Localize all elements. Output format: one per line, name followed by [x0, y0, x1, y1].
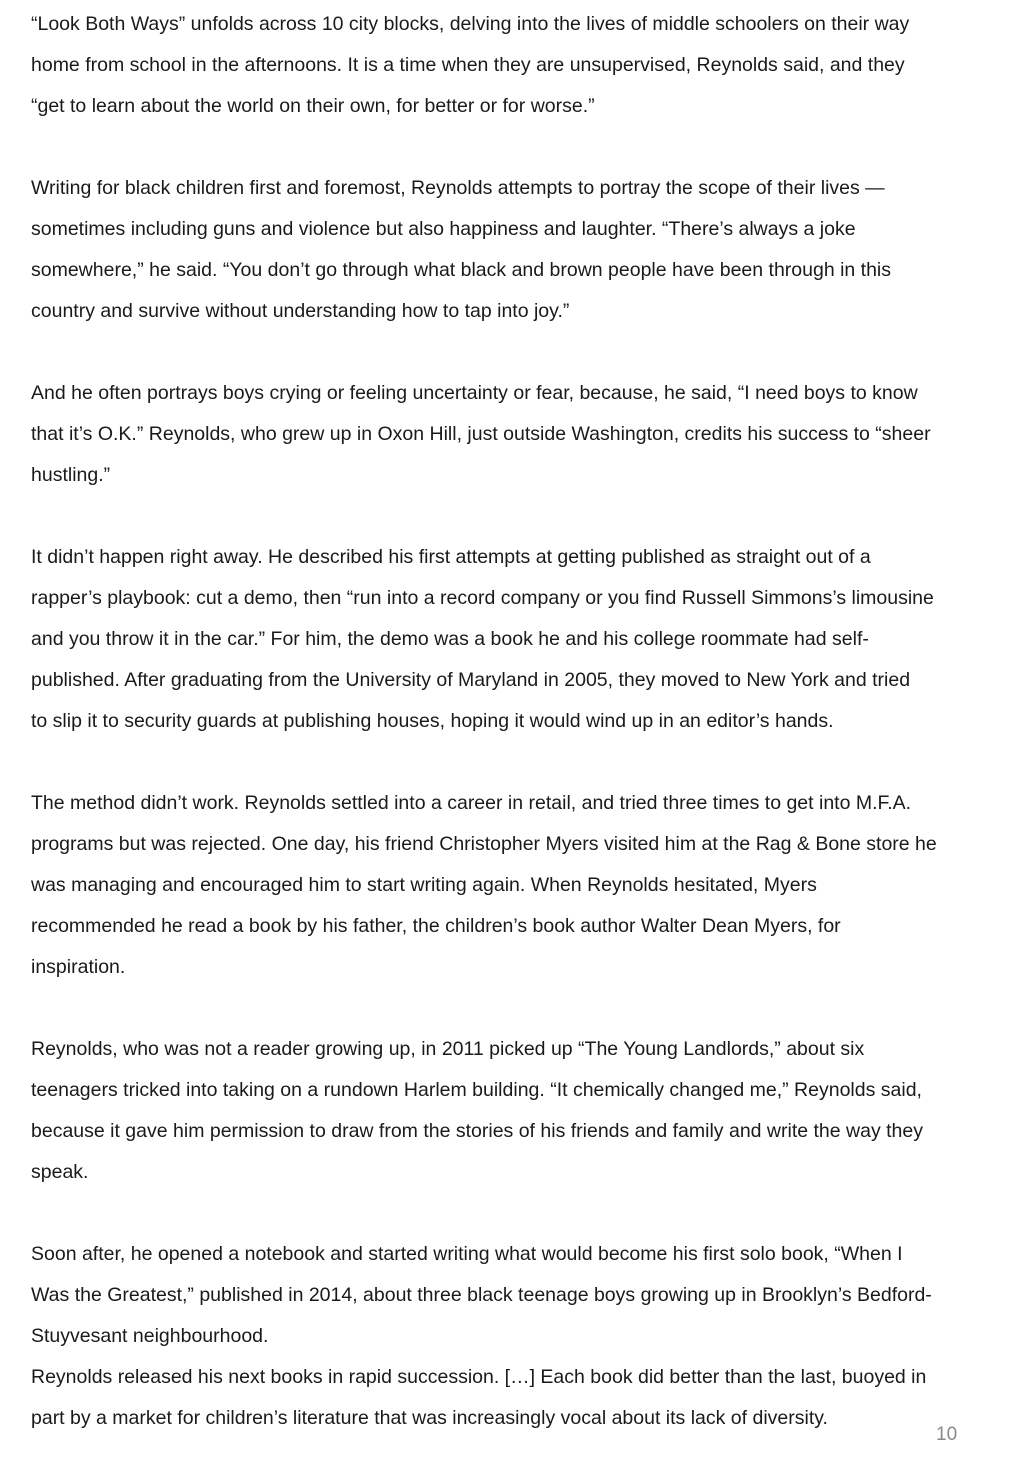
text-line: recommended he read a book by his father, the children’s book author Walter Dean Myers, for — [31, 915, 841, 937]
text-line: that it’s O.K.” Reynolds, who grew up in Oxon Hill, just outside Washington, credits his success to “sheer — [31, 423, 931, 445]
text-line: home from school in the afternoons. It is a time when they are unsupervised, Reynolds said, and they — [31, 54, 905, 76]
paragraph-young-landlords — [31, 1029, 1006, 1193]
text-line: programs but was rejected. One day, his friend Christopher Myers visited him at the Rag & Bone store he — [31, 833, 937, 855]
page-number: 10 — [936, 1424, 958, 1445]
paragraph-first-attempts — [31, 537, 1006, 742]
paragraph-first-solo-book — [31, 1234, 1006, 1357]
text-line: speak. — [31, 1161, 89, 1183]
text-line: Stuyvesant neighbourhood. — [31, 1325, 269, 1347]
text-line: Writing for black children first and foremost, Reynolds attempts to portray the scope of their lives — — [31, 177, 885, 199]
text-line: and you throw it in the car.” For him, the demo was a book he and his college roommate had self- — [31, 628, 869, 650]
paragraph-rapid-succession — [31, 1357, 1006, 1439]
text-line: hustling.” — [31, 464, 111, 486]
text-line: Reynolds released his next books in rapid succession. […] Each book did better than the last, buoyed in — [31, 1366, 927, 1388]
text-line: rapper’s playbook: cut a demo, then “run into a record company or you find Russell Simmons’s limousine — [31, 587, 934, 609]
text-line: part by a market for children’s literature that was increasingly vocal about its lack of diversity. — [31, 1407, 828, 1429]
document-page — [31, 4, 1006, 1439]
text-line: country and survive without understanding how to tap into joy.” — [31, 300, 570, 322]
text-line: And he often portrays boys crying or feeling uncertainty or fear, because, he said, “I need boys to know — [31, 382, 918, 404]
text-line: The method didn’t work. Reynolds settled into a career in retail, and tried three times to get into M.F.A. — [31, 792, 912, 814]
text-line: “get to learn about the world on their own, for better or for worse.” — [31, 95, 595, 117]
text-line: sometimes including guns and violence but also happiness and laughter. “There’s always a joke — [31, 218, 856, 240]
text-line: teenagers tricked into taking on a rundown Harlem building. “It chemically changed me,” Reynolds said, — [31, 1079, 922, 1101]
paragraph-method-didnt-work — [31, 783, 1006, 988]
paragraph-boys-crying — [31, 373, 1006, 496]
paragraph-writing-for-black-children — [31, 168, 1006, 332]
text-line: to slip it to security guards at publishing houses, hoping it would wind up in an editor’s hands. — [31, 710, 834, 732]
text-line: somewhere,” he said. “You don’t go through what black and brown people have been through in this — [31, 259, 892, 281]
text-line: Reynolds, who was not a reader growing up, in 2011 picked up “The Young Landlords,” about six — [31, 1038, 865, 1060]
paragraph-look-both-ways — [31, 4, 1006, 127]
text-line: because it gave him permission to draw from the stories of his friends and family and write the way they — [31, 1120, 923, 1142]
text-line: “Look Both Ways” unfolds across 10 city blocks, delving into the lives of middle schoolers on their way — [31, 13, 910, 35]
text-line: Soon after, he opened a notebook and started writing what would become his first solo book, “When I — [31, 1243, 903, 1265]
text-line: It didn’t happen right away. He described his first attempts at getting published as straight out of a — [31, 546, 871, 568]
text-line: published. After graduating from the University of Maryland in 2005, they moved to New York and tried — [31, 669, 911, 691]
text-line: was managing and encouraged him to start writing again. When Reynolds hesitated, Myers — [31, 874, 817, 896]
text-line: inspiration. — [31, 956, 126, 978]
text-line: Was the Greatest,” published in 2014, about three black teenage boys growing up in Brooklyn’s Bedford- — [31, 1284, 932, 1306]
